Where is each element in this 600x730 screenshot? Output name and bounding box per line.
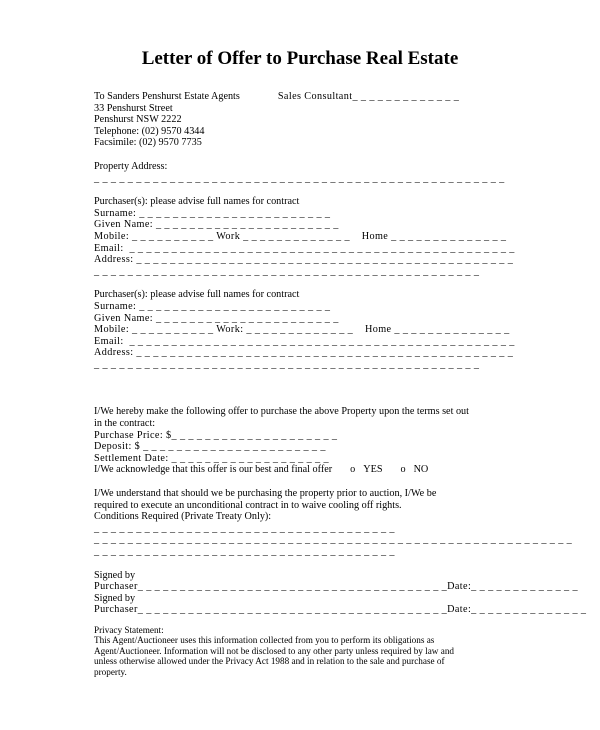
yes-radio[interactable]: o (350, 464, 356, 476)
agent-to-line (94, 91, 514, 103)
privacy-text: unless otherwise allowed under the Privacy Act 1988 and in relation to the sale and purchase of (94, 656, 445, 667)
signature-section (94, 569, 587, 616)
privacy-text: This Agent/Auctioneer uses this information collected from you to perform its obligations as (94, 635, 435, 646)
given-name-field[interactable]: Given Name: _ _ _ _ _ _ _ _ _ _ _ _ _ _ _ _ _ _ _ _ _ _ (94, 312, 339, 324)
address-field-line-2[interactable]: _ _ _ _ _ _ _ _ _ _ _ _ _ _ _ _ _ _ _ _ _ _ _ _ _ _ _ _ _ _ _ _ _ _ _ _ _ _ _ _ _ _ _ _ _ _ (94, 358, 480, 370)
given-name-field[interactable]: Given Name: _ _ _ _ _ _ _ _ _ _ _ _ _ _ _ _ _ _ _ _ _ _ (94, 219, 339, 231)
purchaser-signature-field[interactable]: Purchaser_ _ _ _ _ _ _ _ _ _ _ _ _ _ _ _ _ _ _ _ _ _ _ _ _ _ _ _ _ _ _ _ _ _ _ _ _Date:_ _ _ _ _ _ _ _ _ _ _ _ _ (94, 581, 578, 593)
signed-by-label: Signed by (94, 569, 136, 581)
agent-suburb: Penshurst NSW 2222 (94, 114, 182, 126)
purchaser-heading: Purchaser(s): please advise full names for contract (94, 289, 300, 301)
sales-consultant-field[interactable]: Sales Consultant_ _ _ _ _ _ _ _ _ _ _ _ _ (277, 91, 460, 102)
address-field[interactable]: Address: _ _ _ _ _ _ _ _ _ _ _ _ _ _ _ _ _ _ _ _ _ _ _ _ _ _ _ _ _ _ _ _ _ _ _ _ _ _ _ _ _ _ _ _ _ (94, 347, 514, 359)
agent-telephone: Telephone: (02) 9570 4344 (94, 125, 205, 137)
property-address-label: Property Address: (94, 160, 168, 172)
purchaser-block-2 (94, 289, 514, 370)
offer-section (94, 406, 514, 476)
offer-intro-cont: in the contract: (94, 418, 156, 430)
yes-label: YES (363, 464, 383, 476)
page-title: Letter of Offer to Purchase Real Estate (141, 48, 459, 69)
auction-text-cont: required to execute an unconditional contract in to waive cooling off rights. (94, 499, 402, 511)
offer-intro: I/We hereby make the following offer to purchase the above Property upon the terms set out (94, 406, 469, 418)
no-label: NO (413, 464, 429, 476)
conditions-field[interactable]: _ _ _ _ _ _ _ _ _ _ _ _ _ _ _ _ _ _ _ _ _ _ _ _ _ _ _ _ _ _ _ _ _ _ _ _ (94, 522, 395, 534)
address-field[interactable]: Address: _ _ _ _ _ _ _ _ _ _ _ _ _ _ _ _ _ _ _ _ _ _ _ _ _ _ _ _ _ _ _ _ _ _ _ _ _ _ _ _ _ _ _ _ _ (94, 254, 514, 266)
phone-fields[interactable]: Mobile: _ _ _ _ _ _ _ _ _ _ Work: _ _ _ _ _ _ _ _ _ _ _ _ _ Home _ _ _ _ _ _ _ _ _ _ _ _ _ _ (94, 324, 510, 336)
conditions-field[interactable]: _ _ _ _ _ _ _ _ _ _ _ _ _ _ _ _ _ _ _ _ _ _ _ _ _ _ _ _ _ _ _ _ _ _ _ _ _ _ _ _ _ _ _ _ _ _ _ _ _ _ _ _ _ _ _ _ _ (94, 534, 573, 546)
purchase-price-field[interactable]: Purchase Price: $_ _ _ _ _ _ _ _ _ _ _ _ _ _ _ _ _ _ _ _ (94, 429, 338, 441)
address-field-line-2[interactable]: _ _ _ _ _ _ _ _ _ _ _ _ _ _ _ _ _ _ _ _ _ _ _ _ _ _ _ _ _ _ _ _ _ _ _ _ _ _ _ _ _ _ _ _ _ _ (94, 265, 480, 277)
email-field[interactable]: Email: _ _ _ _ _ _ _ _ _ _ _ _ _ _ _ _ _ _ _ _ _ _ _ _ _ _ _ _ _ _ _ _ _ _ _ _ _ _ _ _ _ _ _ _ _ _ (94, 242, 515, 254)
phone-fields[interactable]: Mobile: _ _ _ _ _ _ _ _ _ _ Work _ _ _ _ _ _ _ _ _ _ _ _ _ Home _ _ _ _ _ _ _ _ _ _ _ _ _ _ (94, 230, 507, 242)
acknowledge-line (94, 464, 514, 476)
privacy-heading: Privacy Statement: (94, 624, 164, 635)
no-option[interactable] (400, 464, 428, 476)
privacy-text: Agent/Auctioneer. Information will not be disclosed to any other party unless required by law and (94, 645, 455, 656)
surname-field[interactable]: Surname: _ _ _ _ _ _ _ _ _ _ _ _ _ _ _ _ _ _ _ _ _ _ _ (94, 300, 331, 312)
agent-street: 33 Penshurst Street (94, 102, 173, 114)
privacy-text: property. (94, 666, 127, 677)
purchaser-heading: Purchaser(s): please advise full names for contract (94, 196, 300, 208)
auction-text: I/We understand that should we be purchasing the property prior to auction, I/We be (94, 488, 437, 500)
conditions-label: Conditions Required (Private Treaty Only): (94, 511, 272, 523)
agent-facsimile: Facsimile: (02) 9570 7735 (94, 137, 202, 149)
settlement-date-field[interactable]: Settlement Date: _ _ _ _ _ _ _ _ _ _ _ _ _ _ _ _ _ _ _ (94, 452, 329, 464)
privacy-statement (94, 625, 514, 677)
deposit-field[interactable]: Deposit: $ _ _ _ _ _ _ _ _ _ _ _ _ _ _ _ _ _ _ _ _ _ _ (94, 441, 326, 453)
surname-field[interactable]: Surname: _ _ _ _ _ _ _ _ _ _ _ _ _ _ _ _ _ _ _ _ _ _ _ (94, 207, 331, 219)
signed-by-label: Signed by (94, 592, 136, 604)
letter-body (94, 91, 587, 677)
purchaser-signature-field[interactable]: Purchaser_ _ _ _ _ _ _ _ _ _ _ _ _ _ _ _ _ _ _ _ _ _ _ _ _ _ _ _ _ _ _ _ _ _ _ _ _Date:_ _ _ _ _ _ _ _ _ _ _ _ _ _ (94, 604, 587, 616)
no-radio[interactable]: o (400, 464, 406, 476)
conditions-field[interactable]: _ _ _ _ _ _ _ _ _ _ _ _ _ _ _ _ _ _ _ _ _ _ _ _ _ _ _ _ _ _ _ _ _ _ _ _ (94, 546, 395, 557)
purchaser-block-1 (94, 196, 514, 277)
acknowledge-text: I/We acknowledge that this offer is our best and final offer (94, 464, 333, 476)
property-address-field[interactable]: _ _ _ _ _ _ _ _ _ _ _ _ _ _ _ _ _ _ _ _ _ _ _ _ _ _ _ _ _ _ _ _ _ _ _ _ _ _ _ _ _ _ _ _ _ _ _ _ _ (94, 172, 505, 184)
yes-option[interactable] (350, 464, 382, 476)
auction-section (94, 488, 573, 558)
email-field[interactable]: Email: _ _ _ _ _ _ _ _ _ _ _ _ _ _ _ _ _ _ _ _ _ _ _ _ _ _ _ _ _ _ _ _ _ _ _ _ _ _ _ _ _ _ _ _ _ _ (94, 335, 515, 347)
agent-name: To Sanders Penshurst Estate Agents (94, 91, 240, 102)
